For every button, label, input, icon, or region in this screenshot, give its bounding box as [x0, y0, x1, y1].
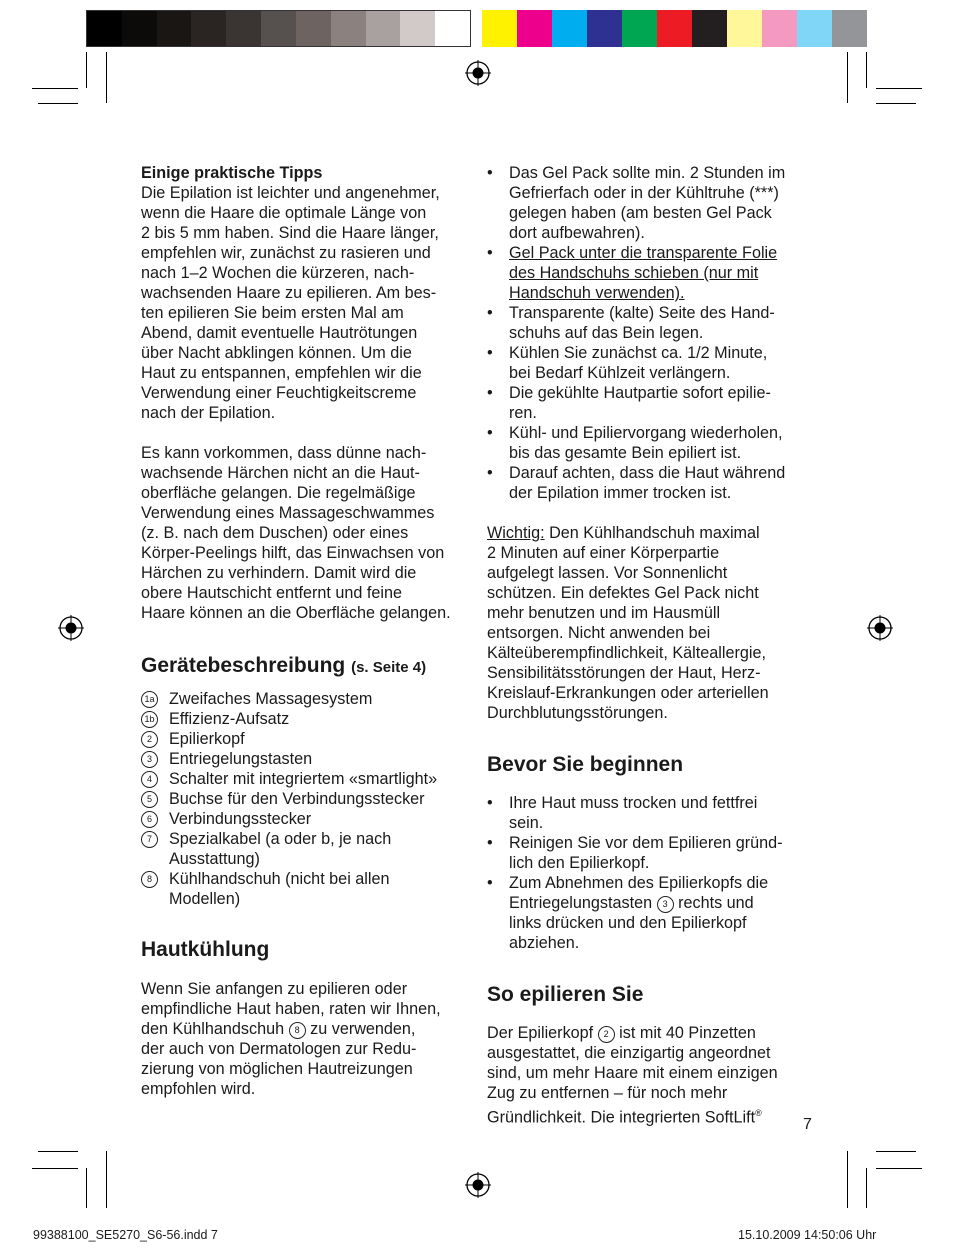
registration-mark-icon — [465, 1172, 491, 1198]
crop-mark — [32, 88, 78, 89]
item-text: Effizienz-Aufsatz — [169, 710, 290, 728]
item-text: Verbindungsstecker — [169, 810, 312, 828]
item-text: Ausstattung) — [169, 850, 260, 868]
item-number: 6 — [141, 811, 158, 828]
text-line: empfehlen wir, zunächst zu rasieren und — [141, 244, 431, 262]
color-swatch — [87, 11, 122, 46]
item-text: Zum Abnehmen des Epilierkopfs die — [509, 874, 769, 892]
list-item — [487, 873, 812, 953]
list-item — [487, 303, 812, 343]
crop-mark — [876, 103, 916, 104]
text-line: wenn die Haare die optimale Länge von — [141, 204, 427, 222]
item-text: Kühl- und Epiliervorgang wiederholen, — [509, 424, 783, 442]
text-line: wachsende Härchen nicht an die Haut- — [141, 464, 420, 482]
text-line: zierung von möglichen Hautreizungen — [141, 1060, 413, 1078]
skin-cooling-heading: Hautkühlung — [141, 938, 270, 961]
text-line: 2 bis 5 mm haben. Sind die Haare länger, — [141, 224, 439, 242]
text-line: schützen. Ein defektes Gel Pack nicht — [487, 584, 759, 602]
text-line: (z. B. nach dem Duschen) oder eines — [141, 524, 409, 542]
color-swatch — [122, 11, 157, 46]
color-swatch — [296, 11, 331, 46]
item-text: Gefrierfach oder in der Kühltruhe (***) — [509, 184, 779, 202]
text-line: wachsenden Haare zu epilieren. Am bes- — [141, 284, 437, 302]
heading-page-ref: (s. Seite 4) — [351, 659, 427, 676]
text-line: Sensibilitätsstörungen der Haut, Herz- — [487, 664, 761, 682]
text-line: Verwendung eines Massageschwammes — [141, 504, 435, 522]
item-number: 1a — [141, 691, 158, 708]
gel-pack-steps — [487, 163, 812, 503]
list-item — [487, 463, 812, 503]
item-text: ren. — [509, 404, 537, 422]
crop-mark — [86, 1168, 87, 1208]
item-text: Gel Pack unter die transparente Folie — [509, 244, 778, 262]
color-swatch — [191, 11, 226, 46]
item-text: rechts und — [678, 894, 754, 912]
text-line: sind, um mehr Haare mit einem einzigen — [487, 1064, 778, 1082]
text-line: empfohlen wird. — [141, 1080, 256, 1098]
text-line: ten epilieren Sie beim ersten Mal am — [141, 304, 404, 322]
text-line: Abend, damit eventuelle Hautrötungen — [141, 324, 418, 342]
text-line: mehr benutzen und im Hausmüll — [487, 604, 721, 622]
color-swatch — [331, 11, 366, 46]
heading-text: Gerätebeschreibung — [141, 654, 346, 677]
item-text: bis das gesamte Bein epiliert ist. — [509, 444, 742, 462]
list-item — [141, 789, 471, 809]
color-swatch — [587, 10, 622, 47]
text-line: ist mit 40 Pinzetten — [619, 1024, 756, 1042]
item-text: der Epilation immer trocken ist. — [509, 484, 732, 502]
tips-paragraph-2 — [141, 443, 471, 623]
device-description-heading — [141, 653, 471, 681]
item-text: sein. — [509, 814, 544, 832]
text-line: Härchen zu verhindern. Damit wird die — [141, 564, 417, 582]
list-item — [141, 749, 471, 769]
item-text: Zweifaches Massagesystem — [169, 690, 373, 708]
crop-mark — [876, 88, 922, 89]
item-text: schuhs auf das Bein legen. — [509, 324, 704, 342]
item-text: bei Bedarf Kühlzeit verlängern. — [509, 364, 731, 382]
crop-mark — [106, 52, 107, 103]
right-column — [487, 163, 812, 1127]
item-text: Schalter mit integriertem «smartlight» — [169, 770, 438, 788]
color-swatch — [762, 10, 797, 47]
text-line: den Kühlhandschuh — [141, 1020, 285, 1038]
item-text: Kühlen Sie zunächst ca. 1/2 Minute, — [509, 344, 768, 362]
text-line: Kälteüberempfindlichkeit, Kälteallergie, — [487, 644, 766, 662]
text-line: 2 Minuten auf einer Körperpartie — [487, 544, 720, 562]
before-you-start-list — [487, 793, 812, 953]
color-swatch — [261, 11, 296, 46]
how-to-epilate-heading: So epilieren Sie — [487, 983, 644, 1006]
text-line: Haare können an die Oberfläche gelangen. — [141, 604, 451, 622]
text-line: Der Epilierkopf — [487, 1024, 594, 1042]
text-line: zu verwenden, — [310, 1020, 416, 1038]
before-you-start-heading: Bevor Sie beginnen — [487, 753, 684, 776]
text-line: Kreislauf-Erkrankungen oder arteriellen — [487, 684, 769, 702]
registered-mark: ® — [755, 1108, 762, 1118]
color-swatch — [226, 11, 261, 46]
item-text: Epilierkopf — [169, 730, 245, 748]
cooling-paragraph — [141, 979, 471, 1099]
registration-mark-icon — [465, 60, 491, 86]
color-swatch — [435, 11, 470, 46]
list-item — [487, 423, 812, 463]
text-line: Es kann vorkommen, dass dünne nach- — [141, 444, 427, 462]
color-swatch — [692, 10, 727, 47]
crop-mark — [38, 103, 78, 104]
crop-mark — [876, 1168, 922, 1169]
list-item — [487, 343, 812, 383]
color-swatch — [400, 11, 435, 46]
text-line: entsorgen. Nicht anwenden bei — [487, 624, 711, 642]
list-item — [487, 383, 812, 423]
item-number: 1b — [141, 711, 158, 728]
list-item — [141, 869, 471, 909]
item-text: Handschuh verwenden). — [509, 284, 685, 302]
crop-mark — [866, 52, 867, 88]
list-item — [141, 729, 471, 749]
tips-paragraph-1 — [141, 183, 471, 423]
color-swatch — [657, 10, 692, 47]
text-line: Zug zu entfernen – für noch mehr — [487, 1084, 728, 1102]
left-column — [141, 163, 471, 1099]
item-text: Ihre Haut muss trocken und fettfrei — [509, 794, 758, 812]
item-text: Die gekühlte Hautpartie sofort epilie- — [509, 384, 771, 402]
item-text: Reinigen Sie vor dem Epilieren gründ- — [509, 834, 783, 852]
color-swatch — [517, 10, 552, 47]
list-item — [487, 793, 812, 833]
list-item — [141, 809, 471, 829]
crop-mark — [32, 1168, 78, 1169]
important-paragraph — [487, 523, 812, 723]
device-parts-list — [141, 689, 471, 909]
item-text: abziehen. — [509, 934, 580, 952]
color-swatch — [797, 10, 832, 47]
text-line: empfindliche Haut haben, raten wir Ihnen, — [141, 1000, 441, 1018]
item-number: 4 — [141, 771, 158, 788]
color-swatch — [482, 10, 517, 47]
footer-file-info: 99388100_SE5270_S6-56.indd 7 — [33, 1228, 218, 1242]
item-number: 5 — [141, 791, 158, 808]
list-item — [487, 163, 812, 243]
item-text: Das Gel Pack sollte min. 2 Stunden im — [509, 164, 786, 182]
color-swatch — [832, 10, 867, 47]
crop-mark — [847, 52, 848, 103]
ref-number: 2 — [598, 1026, 615, 1043]
item-text: Entriegelungstasten — [169, 750, 313, 768]
registration-mark-icon — [867, 615, 893, 641]
text-line: der auch von Dermatologen zur Redu- — [141, 1040, 417, 1058]
color-swatch — [366, 11, 401, 46]
color-swatch — [552, 10, 587, 47]
color-bar-color — [482, 10, 867, 47]
crop-mark — [86, 52, 87, 88]
text-line: nach der Epilation. — [141, 404, 276, 422]
text-line: aufgelegt lassen. Vor Sonnenlicht — [487, 564, 728, 582]
crop-mark — [847, 1151, 848, 1208]
text-line: Haut zu entspannen, empfehlen wir die — [141, 364, 422, 382]
list-item — [487, 243, 812, 303]
registration-mark-icon — [58, 615, 84, 641]
text-line: über Nacht abklingen können. Um die — [141, 344, 412, 362]
text-line: Verwendung einer Feuchtigkeitscreme — [141, 384, 417, 402]
item-text: Darauf achten, dass die Haut während — [509, 464, 786, 482]
text-line: ausgestattet, die einzigartig angeordnet — [487, 1044, 771, 1062]
list-item — [141, 689, 471, 709]
item-text: Entriegelungstasten — [509, 894, 653, 912]
item-text: lich den Epilierkopf. — [509, 854, 650, 872]
item-text: Kühlhandschuh (nicht bei allen — [169, 870, 390, 888]
page-number: 7 — [803, 1116, 812, 1133]
crop-mark — [876, 1151, 916, 1152]
text-line: Gründlichkeit. Die integrierten SoftLift — [487, 1108, 756, 1127]
item-number: 2 — [141, 731, 158, 748]
color-swatch — [157, 11, 192, 46]
crop-mark — [38, 1151, 78, 1152]
item-text: Spezialkabel (a oder b, je nach — [169, 830, 392, 848]
text-line: oberfläche gelangen. Die regelmäßige — [141, 484, 416, 502]
text-line: Körper-Peelings hilft, das Einwachsen von — [141, 544, 445, 562]
item-number: 8 — [141, 871, 158, 888]
item-text: Transparente (kalte) Seite des Hand- — [509, 304, 775, 322]
text-line: Den Kühlhandschuh maximal — [549, 524, 760, 542]
text-line: Durchblutungsstörungen. — [487, 704, 668, 722]
ref-number: 8 — [289, 1022, 306, 1039]
list-item — [141, 829, 471, 869]
crop-mark — [106, 1151, 107, 1208]
item-text: gelegen haben (am besten Gel Pack — [509, 204, 772, 222]
text-line: nach 1–2 Wochen die kürzeren, nach- — [141, 264, 415, 282]
footer-timestamp: 15.10.2009 14:50:06 Uhr — [738, 1228, 877, 1242]
item-text: links drücken und den Epilierkopf — [509, 914, 747, 932]
list-item — [141, 769, 471, 789]
color-swatch — [727, 10, 762, 47]
important-label: Wichtig: — [487, 524, 545, 542]
color-bar-gray — [86, 10, 471, 47]
crop-mark — [866, 1168, 867, 1208]
tips-title: Einige praktische Tipps — [141, 164, 323, 182]
epilating-paragraph — [487, 1023, 812, 1127]
item-text: Modellen) — [169, 890, 241, 908]
text-line: Die Epilation ist leichter und angenehmer, — [141, 184, 440, 202]
text-line: obere Hautschicht entfernt und feine — [141, 584, 402, 602]
item-text: Buchse für den Verbindungsstecker — [169, 790, 425, 808]
list-item — [141, 709, 471, 729]
item-number: 7 — [141, 831, 158, 848]
item-text: des Handschuhs schieben (nur mit — [509, 264, 759, 282]
item-number: 3 — [141, 751, 158, 768]
color-swatch — [622, 10, 657, 47]
text-line: Wenn Sie anfangen zu epilieren oder — [141, 980, 408, 998]
list-item — [487, 833, 812, 873]
ref-number: 3 — [657, 896, 674, 913]
item-text: dort aufbewahren). — [509, 224, 645, 242]
